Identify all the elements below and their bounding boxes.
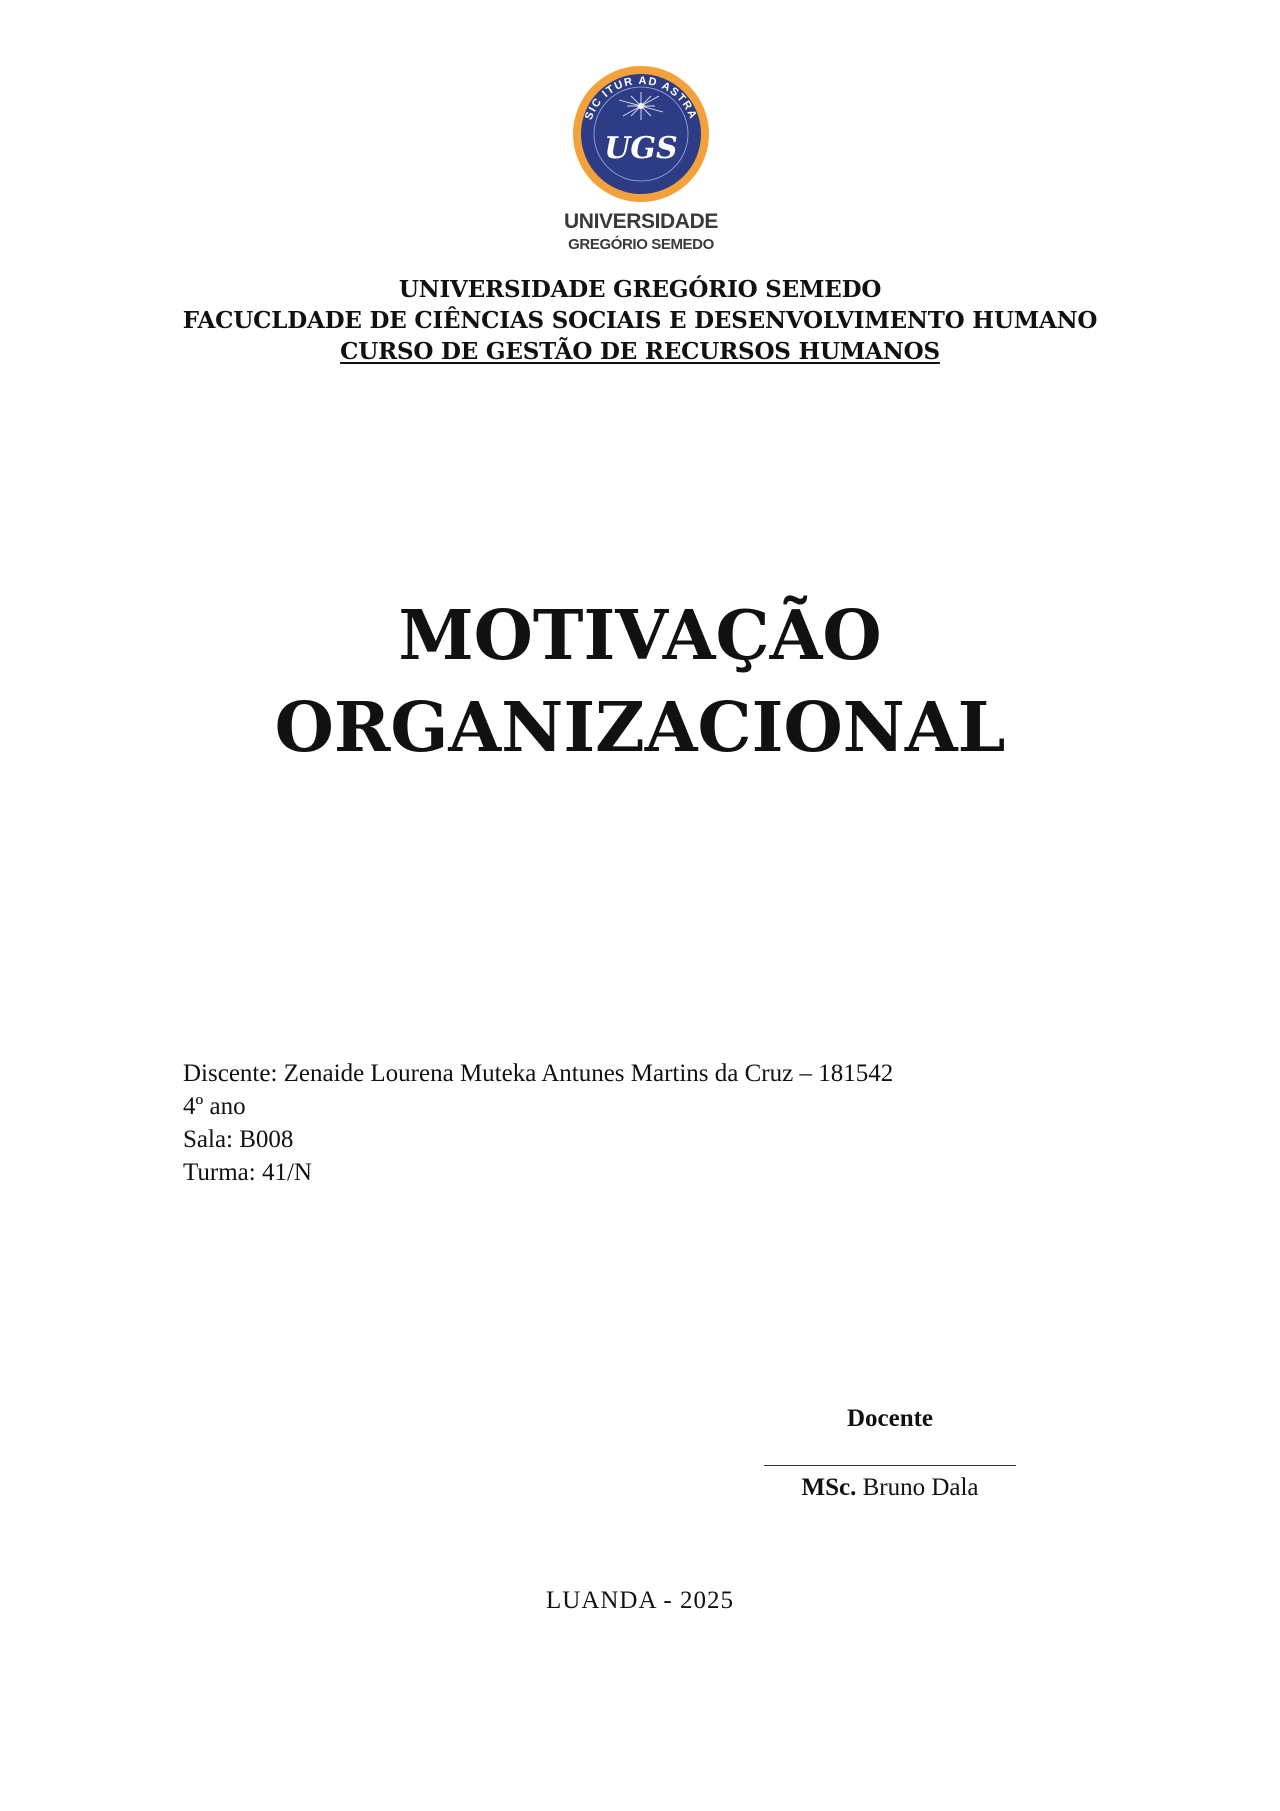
- logo-wordmark-line2: GREGÓRIO SEMEDO: [568, 236, 714, 253]
- seal-star-center-icon: [638, 103, 644, 109]
- university-seal-icon: [553, 62, 728, 262]
- document-title-line2: ORGANIZACIONAL: [274, 688, 1006, 768]
- docente-label: Docente: [846, 1405, 934, 1432]
- docente-info: [760, 1403, 1020, 1504]
- docente-name: [760, 1472, 1020, 1504]
- signature-line: [764, 1465, 1016, 1466]
- faculty-name: FACUCLDADE DE CIÊNCIAS SOCIAIS E DESENVOLVIMENTO HUMANO: [182, 307, 1098, 334]
- university-name: UNIVERSIDADE GREGÓRIO SEMEDO: [398, 276, 882, 303]
- place-and-year: LUANDA - 2025: [546, 1587, 734, 1614]
- docente-title: MSc.: [801, 1474, 857, 1501]
- student-name: Discente: Zenaide Lourena Muteka Antunes Martins da Cruz – 181542: [183, 1060, 894, 1087]
- seal-monogram: UGS: [604, 131, 678, 166]
- document-title-line1: MOTIVAÇÃO: [398, 596, 882, 676]
- university-logo: [0, 62, 1280, 262]
- student-class: Turma: 41/N: [183, 1159, 312, 1186]
- student-info: [183, 1057, 893, 1189]
- student-room: Sala: B008: [183, 1126, 294, 1153]
- institution-header: [0, 274, 1280, 367]
- seal-motto: SIC ITUR AD ASTRA: [582, 74, 700, 122]
- document-title: [0, 590, 1280, 774]
- logo-wordmark-line1: UNIVERSIDADE: [564, 210, 718, 233]
- docente-fullname: Bruno Dala: [862, 1474, 979, 1501]
- course-name: CURSO DE GESTÃO DE RECURSOS HUMANOS: [340, 338, 940, 365]
- student-year: 4º ano: [183, 1093, 246, 1120]
